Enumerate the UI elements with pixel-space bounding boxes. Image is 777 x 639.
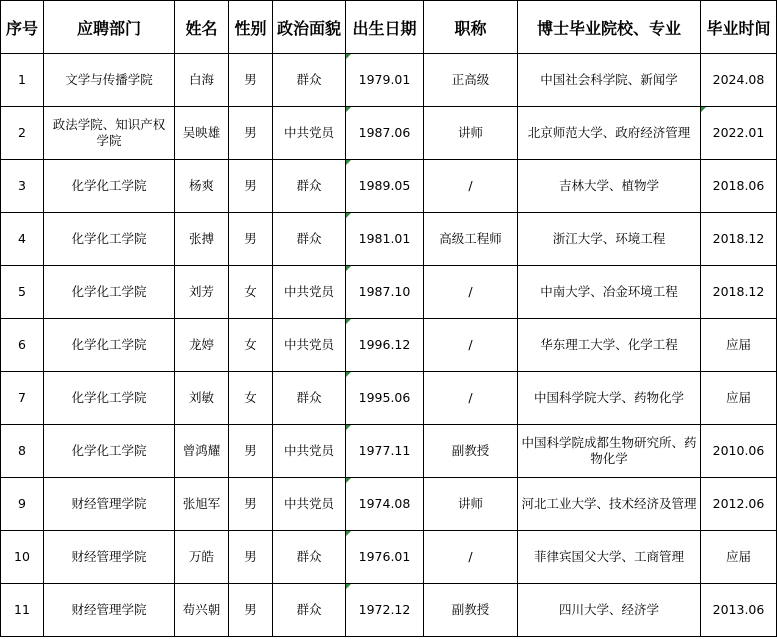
cell-title: / <box>424 266 518 319</box>
cell-gender: 女 <box>229 319 273 372</box>
cell-political-status: 中共党员 <box>273 478 346 531</box>
table-row <box>1 266 777 319</box>
cell-graduation-date: 2013.06 <box>701 584 777 637</box>
table-row <box>1 372 777 425</box>
cell-birth-date: 1981.01 <box>346 213 424 266</box>
cell-phd-school-major: 北京师范大学、政府经济管理 <box>518 107 701 160</box>
cell-political-status: 中共党员 <box>273 107 346 160</box>
cell-index: 1 <box>1 54 44 107</box>
cell-index: 11 <box>1 584 44 637</box>
table-row <box>1 478 777 531</box>
cell-phd-school-major: 中国科学院大学、药物化学 <box>518 372 701 425</box>
cell-name: 张搏 <box>175 213 229 266</box>
cell-department: 化学化工学院 <box>44 372 175 425</box>
cell-political-status: 群众 <box>273 372 346 425</box>
cell-graduation-date: 应届 <box>701 372 777 425</box>
cell-department: 财经管理学院 <box>44 584 175 637</box>
cell-name: 刘敏 <box>175 372 229 425</box>
cell-gender: 女 <box>229 266 273 319</box>
cell-phd-school-major: 中国社会科学院、新闻学 <box>518 54 701 107</box>
cell-gender: 女 <box>229 372 273 425</box>
cell-gender: 男 <box>229 584 273 637</box>
table-body <box>1 54 777 637</box>
cell-gender: 男 <box>229 531 273 584</box>
cell-department: 化学化工学院 <box>44 213 175 266</box>
header-political-status: 政治面貌 <box>273 1 346 54</box>
cell-name: 曾鸿耀 <box>175 425 229 478</box>
cell-political-status: 群众 <box>273 531 346 584</box>
header-name: 姓名 <box>175 1 229 54</box>
cell-title: / <box>424 319 518 372</box>
cell-political-status: 群众 <box>273 584 346 637</box>
header-index: 序号 <box>1 1 44 54</box>
cell-department: 财经管理学院 <box>44 531 175 584</box>
cell-birth-date: 1979.01 <box>346 54 424 107</box>
header-phd-school-major: 博士毕业院校、专业 <box>518 1 701 54</box>
cell-political-status: 中共党员 <box>273 266 346 319</box>
cell-index: 5 <box>1 266 44 319</box>
cell-gender: 男 <box>229 54 273 107</box>
cell-birth-date: 1995.06 <box>346 372 424 425</box>
cell-graduation-date: 应届 <box>701 319 777 372</box>
cell-gender: 男 <box>229 213 273 266</box>
table-row <box>1 160 777 213</box>
cell-department: 化学化工学院 <box>44 160 175 213</box>
table-row <box>1 319 777 372</box>
header-title: 职称 <box>424 1 518 54</box>
cell-department: 化学化工学院 <box>44 425 175 478</box>
cell-phd-school-major: 河北工业大学、技术经济及管理 <box>518 478 701 531</box>
cell-graduation-date: 2022.01 <box>701 107 777 160</box>
cell-index: 4 <box>1 213 44 266</box>
cell-title: 正高级 <box>424 54 518 107</box>
cell-index: 2 <box>1 107 44 160</box>
cell-name: 刘芳 <box>175 266 229 319</box>
cell-title: / <box>424 531 518 584</box>
cell-department: 化学化工学院 <box>44 266 175 319</box>
cell-phd-school-major: 中国科学院成都生物研究所、药物化学 <box>518 425 701 478</box>
header-graduation-date: 毕业时间 <box>701 1 777 54</box>
cell-phd-school-major: 中南大学、冶金环境工程 <box>518 266 701 319</box>
cell-title: 副教授 <box>424 584 518 637</box>
cell-graduation-date: 2010.06 <box>701 425 777 478</box>
cell-department: 财经管理学院 <box>44 478 175 531</box>
cell-index: 6 <box>1 319 44 372</box>
cell-name: 张旭军 <box>175 478 229 531</box>
cell-department: 政法学院、知识产权学院 <box>44 107 175 160</box>
cell-gender: 男 <box>229 425 273 478</box>
cell-political-status: 群众 <box>273 54 346 107</box>
cell-graduation-date: 2012.06 <box>701 478 777 531</box>
cell-index: 7 <box>1 372 44 425</box>
cell-birth-date: 1977.11 <box>346 425 424 478</box>
cell-birth-date: 1989.05 <box>346 160 424 213</box>
cell-phd-school-major: 华东理工大学、化学工程 <box>518 319 701 372</box>
cell-index: 10 <box>1 531 44 584</box>
cell-gender: 男 <box>229 160 273 213</box>
cell-birth-date: 1996.12 <box>346 319 424 372</box>
cell-title: / <box>424 160 518 213</box>
cell-phd-school-major: 吉林大学、植物学 <box>518 160 701 213</box>
table-row <box>1 54 777 107</box>
header-birth-date: 出生日期 <box>346 1 424 54</box>
cell-index: 3 <box>1 160 44 213</box>
cell-name: 吴映雄 <box>175 107 229 160</box>
cell-department: 化学化工学院 <box>44 319 175 372</box>
cell-name: 杨爽 <box>175 160 229 213</box>
table-row <box>1 584 777 637</box>
header-department: 应聘部门 <box>44 1 175 54</box>
cell-birth-date: 1976.01 <box>346 531 424 584</box>
table-row <box>1 531 777 584</box>
cell-phd-school-major: 四川大学、经济学 <box>518 584 701 637</box>
cell-index: 8 <box>1 425 44 478</box>
cell-department: 文学与传播学院 <box>44 54 175 107</box>
cell-name: 苟兴朝 <box>175 584 229 637</box>
cell-birth-date: 1987.06 <box>346 107 424 160</box>
cell-graduation-date: 2024.08 <box>701 54 777 107</box>
cell-title: 讲师 <box>424 107 518 160</box>
cell-graduation-date: 2018.06 <box>701 160 777 213</box>
cell-title: 高级工程师 <box>424 213 518 266</box>
cell-political-status: 中共党员 <box>273 319 346 372</box>
cell-political-status: 中共党员 <box>273 425 346 478</box>
cell-graduation-date: 应届 <box>701 531 777 584</box>
cell-phd-school-major: 浙江大学、环境工程 <box>518 213 701 266</box>
cell-graduation-date: 2018.12 <box>701 266 777 319</box>
cell-title: 讲师 <box>424 478 518 531</box>
cell-name: 龙婷 <box>175 319 229 372</box>
cell-birth-date: 1974.08 <box>346 478 424 531</box>
cell-name: 白海 <box>175 54 229 107</box>
cell-name: 万皓 <box>175 531 229 584</box>
table-row <box>1 425 777 478</box>
cell-political-status: 群众 <box>273 213 346 266</box>
cell-title: 副教授 <box>424 425 518 478</box>
cell-graduation-date: 2018.12 <box>701 213 777 266</box>
table-row <box>1 213 777 266</box>
cell-birth-date: 1972.12 <box>346 584 424 637</box>
table-row <box>1 107 777 160</box>
cell-birth-date: 1987.10 <box>346 266 424 319</box>
header-row <box>1 1 777 54</box>
cell-phd-school-major: 菲律宾国父大学、工商管理 <box>518 531 701 584</box>
header-gender: 性别 <box>229 1 273 54</box>
cell-gender: 男 <box>229 107 273 160</box>
cell-title: / <box>424 372 518 425</box>
cell-index: 9 <box>1 478 44 531</box>
cell-gender: 男 <box>229 478 273 531</box>
cell-political-status: 群众 <box>273 160 346 213</box>
